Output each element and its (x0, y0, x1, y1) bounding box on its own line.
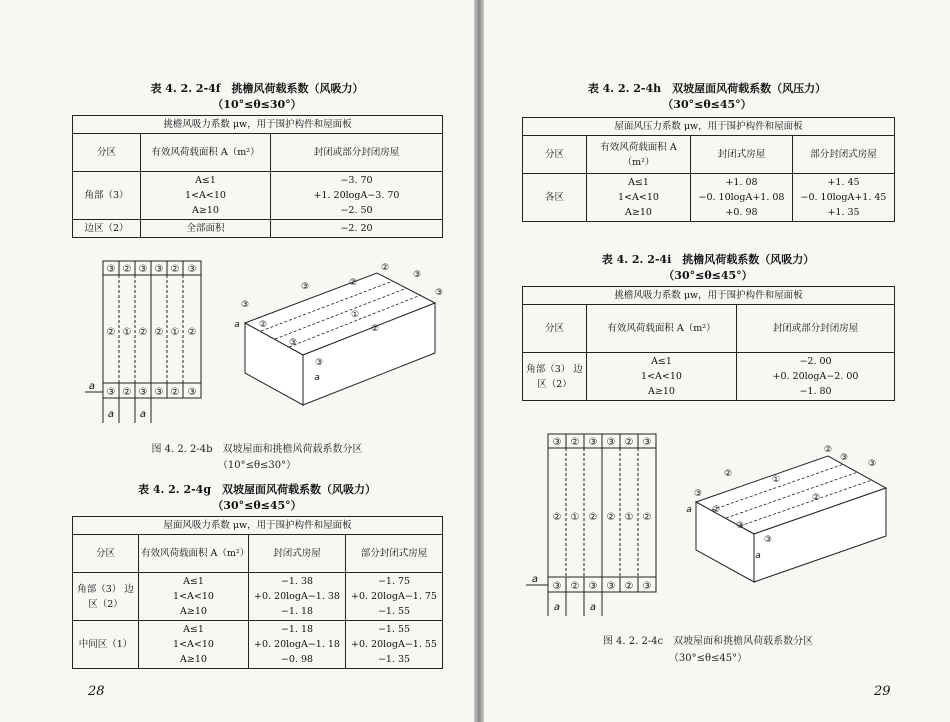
table-g-partial (346, 573, 443, 621)
coef-value: −2. 00 (799, 356, 832, 367)
zone-2-label: ② (811, 493, 821, 503)
page-number: 28 (88, 684, 105, 699)
table-f-col-closed: 封闭或部分封闭房屋 (271, 134, 443, 172)
zone-2-label: ② (606, 512, 616, 523)
table-i-col-zone: 分区 (523, 305, 587, 353)
table-g-col-partial: 部分封闭式房屋 (346, 535, 443, 573)
coef-value: −1. 38 (280, 576, 314, 587)
zone-3-label: ③ (606, 437, 616, 448)
dim-a-label: a (88, 381, 96, 392)
dim-a-label: a (314, 373, 320, 383)
area-value: A≤1 (651, 356, 672, 367)
figure-4b-diagram (85, 255, 445, 430)
area-value: 1<A<10 (641, 371, 682, 382)
zone-3-label: ③ (106, 387, 116, 398)
zone-3-label: ③ (154, 264, 164, 275)
coef-value: −1. 75 (377, 576, 411, 587)
table-i (522, 286, 895, 401)
coef-value: −2. 50 (340, 205, 373, 216)
table-h-closed (691, 174, 793, 222)
table-g-zone: 中间区（1） (73, 621, 139, 669)
zone-2-label: ② (348, 278, 358, 288)
table-g-title: 表 4. 2. 2-4g 双坡屋面风荷载系数（风吸力） (137, 483, 377, 496)
zone-3-label: ③ (412, 270, 422, 280)
book-gutter (474, 0, 484, 722)
zone-2-label: ② (138, 327, 148, 338)
zone-1-label: ① (570, 512, 580, 523)
table-f-subtitle: （10°≤θ≤30°） (212, 98, 302, 111)
zone-3-label: ③ (314, 358, 324, 368)
figure-4c-diagram (526, 430, 896, 620)
zone-1-label: ① (771, 475, 781, 485)
table-h-span-header: 屋面风压力系数 μw，用于围护构件和屋面板 (523, 118, 895, 136)
coef-value: +0. 20logA−1. 75 (351, 591, 437, 602)
zone-3-label: ③ (867, 459, 877, 469)
table-h-zone: 各区 (523, 174, 587, 222)
table-h-partial (793, 174, 895, 222)
area-value: A≥10 (180, 654, 207, 665)
zone-1-label: ① (624, 512, 634, 523)
table-g-col-area: 有效风荷载面积 A（m²） (139, 535, 249, 573)
right-page (484, 0, 950, 722)
table-g-closed (249, 573, 346, 621)
table-g-partial (346, 621, 443, 669)
coef-value: −3. 70 (340, 175, 373, 186)
zone-2-label: ② (723, 469, 733, 479)
area-value: 1<A<10 (618, 192, 659, 203)
zone-3-label: ③ (187, 387, 197, 398)
figure-4b-caption: 图 4. 2. 2-4b 双坡屋面和挑檐风荷载系数分区 (151, 444, 363, 455)
dim-a-label: a (553, 602, 561, 613)
zone-3-label: ③ (642, 437, 652, 448)
dim-a-label: a (139, 409, 147, 420)
table-f-area: 全部面积 (141, 220, 271, 238)
table-i-span-header: 挑檐风吸力系数 μw，用于围护构件和屋面板 (523, 287, 895, 305)
dim-a-label: a (589, 602, 597, 613)
zone-2-label: ② (380, 263, 390, 273)
area-value: A≤1 (195, 175, 216, 186)
coef-value: −1. 35 (377, 654, 411, 665)
zone-2-label: ② (122, 264, 132, 275)
dim-a-label: a (755, 551, 761, 561)
coef-value: +1. 45 (827, 177, 860, 188)
table-g-subtitle: （30°≤θ≤45°） (212, 499, 302, 512)
table-f-title: 表 4. 2. 2-4f 挑檐风荷载系数（风吸力） (150, 82, 364, 95)
zone-1-label: ① (170, 327, 180, 338)
zone-2-label: ② (170, 387, 180, 398)
table-g-span-header: 屋面风吸力系数 μw，用于围护构件和屋面板 (73, 517, 443, 535)
zone-1-label: ① (122, 327, 132, 338)
zone-2-label: ② (570, 437, 580, 448)
zone-3-label: ③ (693, 489, 703, 499)
table-h-col-partial: 部分封闭式房屋 (793, 136, 895, 174)
zone-2-label: ② (588, 512, 598, 523)
table-i-title: 表 4. 2. 2-4i 挑檐风荷载系数（风吸力） (601, 253, 815, 266)
table-f-areas (141, 172, 271, 220)
dim-a-label: a (531, 574, 539, 585)
dim-a-label: a (686, 505, 692, 515)
zone-3-label: ③ (735, 521, 745, 531)
zone-2-label: ② (570, 581, 580, 592)
area-value: A≤1 (183, 624, 204, 635)
table-h-areas (587, 174, 691, 222)
zone-2-label: ② (258, 320, 268, 330)
page-number: 29 (874, 684, 891, 699)
table-h-col-closed: 封闭式房屋 (691, 136, 793, 174)
coef-value: −1. 80 (799, 386, 832, 397)
coef-value: −0. 10logA+1. 45 (800, 192, 887, 203)
zone-3-label: ③ (154, 387, 164, 398)
dim-a-label: a (107, 409, 115, 420)
figure-4c-subcaption: （30°≤θ≤45°） (668, 653, 748, 664)
table-i-values (737, 353, 895, 401)
coef-value: −1. 18 (280, 624, 314, 635)
zone-1-label: ① (350, 310, 360, 320)
coef-value: +1. 35 (827, 207, 860, 218)
zone-2-label: ② (624, 437, 634, 448)
table-i-areas (587, 353, 737, 401)
zone-2-label: ② (552, 512, 562, 523)
zone-3-label: ③ (763, 535, 773, 545)
figure-4c-caption: 图 4. 2. 2-4c 双坡屋面和挑檐风荷载系数分区 (602, 636, 814, 647)
coef-value: +0. 20logA−2. 00 (772, 371, 859, 382)
zone-3-label: ③ (434, 288, 444, 298)
coef-value: +1. 20logA−3. 70 (313, 190, 400, 201)
table-f-values (271, 172, 443, 220)
zone-3-label: ③ (588, 581, 598, 592)
table-g-areas (139, 573, 249, 621)
area-value: A≤1 (183, 576, 204, 587)
coef-value: −0. 98 (280, 654, 314, 665)
table-f-span-header: 挑檐风吸力系数 μw，用于围护构件和屋面板 (73, 116, 443, 134)
zone-3-label: ③ (106, 264, 116, 275)
table-f-value: −2. 20 (271, 220, 443, 238)
zone-2-label: ② (370, 324, 380, 334)
table-i-subtitle: （30°≤θ≤45°） (663, 269, 753, 282)
table-h-col-zone: 分区 (523, 136, 587, 174)
table-i-zone: 角部（3） 边区（2） (523, 353, 587, 401)
zone-3-label: ③ (552, 581, 562, 592)
coef-value: +0. 20logA−1. 18 (254, 639, 340, 650)
dim-a-label: a (234, 320, 240, 330)
zone-3-label: ③ (606, 581, 616, 592)
zone-2-label: ② (122, 387, 132, 398)
area-value: A≤1 (628, 177, 649, 188)
area-value: 1<A<10 (185, 190, 226, 201)
zone-3-label: ③ (552, 437, 562, 448)
zone-3-label: ③ (138, 387, 148, 398)
zone-2-label: ② (624, 581, 634, 592)
table-g-zone: 角部（3） 边区（2） (73, 573, 139, 621)
table-g-col-closed: 封闭式房屋 (249, 535, 346, 573)
zone-2-label: ② (642, 512, 652, 523)
table-g-col-zone: 分区 (73, 535, 139, 573)
zone-3-label: ③ (288, 338, 298, 348)
table-h-title: 表 4. 2. 2-4h 双坡屋面风荷载系数（风压力） (587, 82, 827, 95)
coef-value: +0. 20logA−1. 38 (254, 591, 340, 602)
zone-2-label: ② (170, 264, 180, 275)
zone-3-label: ③ (240, 300, 250, 310)
table-h-col-area: 有效风荷载面积 A（m²） (587, 136, 691, 174)
table-f-zone: 边区（2） (73, 220, 141, 238)
coef-value: −1. 55 (377, 606, 411, 617)
table-f-zone: 角部（3） (73, 172, 141, 220)
area-value: 1<A<10 (173, 591, 214, 602)
table-g (72, 516, 443, 669)
coef-value: +0. 20logA−1. 55 (351, 639, 437, 650)
zone-2-label: ② (823, 445, 833, 455)
coef-value: −0. 10logA+1. 08 (698, 192, 785, 203)
area-value: A≥10 (180, 606, 207, 617)
zone-3-label: ③ (588, 437, 598, 448)
coef-value: +0. 98 (725, 207, 758, 218)
area-value: A≥10 (192, 205, 219, 216)
zone-3-label: ③ (300, 282, 310, 292)
zone-2-label: ② (711, 505, 721, 515)
table-i-col-area: 有效风荷载面积 A（m²） (587, 305, 737, 353)
table-f-col-zone: 分区 (73, 134, 141, 172)
zone-3-label: ③ (138, 264, 148, 275)
area-value: A≥10 (625, 207, 652, 218)
coef-value: −1. 18 (280, 606, 314, 617)
table-h-subtitle: （30°≤θ≤45°） (662, 98, 752, 111)
table-g-closed (249, 621, 346, 669)
table-i-col-closed: 封闭或部分封闭房屋 (737, 305, 895, 353)
area-value: A≥10 (648, 386, 675, 397)
table-g-areas (139, 621, 249, 669)
left-page (0, 0, 474, 722)
zone-3-label: ③ (187, 264, 197, 275)
table-f (72, 115, 443, 238)
zone-2-label: ② (187, 327, 197, 338)
table-f-col-area: 有效风荷载面积 A（m²） (141, 134, 271, 172)
zone-3-label: ③ (642, 581, 652, 592)
table-h (522, 117, 895, 222)
coef-value: −1. 55 (377, 624, 411, 635)
zone-2-label: ② (106, 327, 116, 338)
area-value: 1<A<10 (173, 639, 214, 650)
coef-value: +1. 08 (725, 177, 758, 188)
figure-4b-subcaption: （10°≤θ≤30°） (217, 460, 297, 471)
zone-2-label: ② (154, 327, 164, 338)
zone-3-label: ③ (839, 453, 849, 463)
